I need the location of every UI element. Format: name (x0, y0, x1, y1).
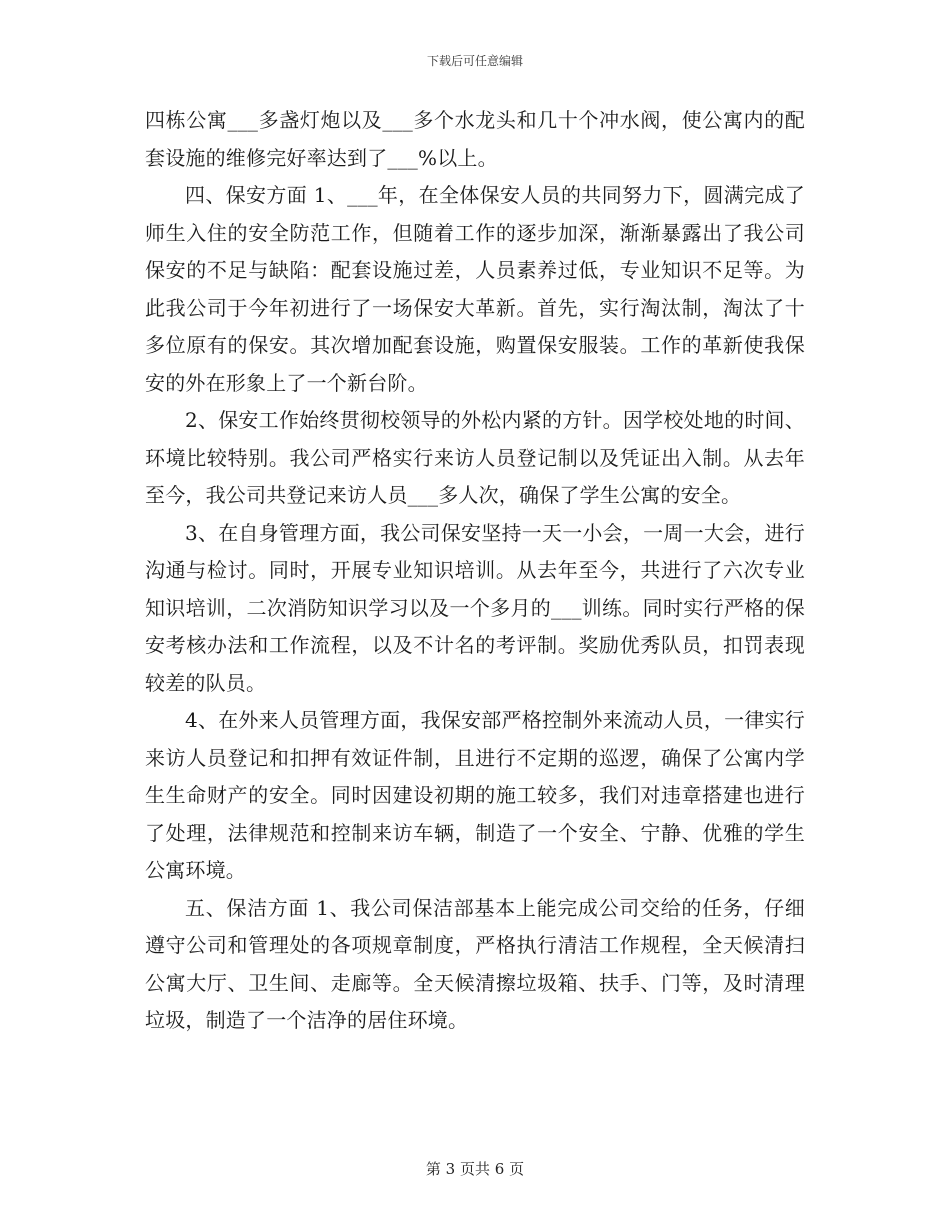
document-body (145, 102, 805, 1040)
paragraph-3: 2、保安工作始终贯彻校领导的外松内紧的方针。因学校处地的时间、环境比较特别。我公司严格实行来访人员登记制以及凭证出入制。从去年至今，我公司共登记来访人员___多人次，确保了学生公寓的安全。 (145, 408, 805, 507)
paragraph-5: 4、在外来人员管理方面，我保安部严格控制外来流动人员，一律实行来访人员登记和扣押有效证件制，且进行不定期的巡逻，确保了公寓内学生生命财产的安全。同时因建设初期的施工较多，我们对违章搭建也进行了处理，法律规范和控制来访车辆，制造了一个安全、宁静、优雅的学生公寓环境。 (145, 708, 805, 882)
paragraph-4: 3、在自身管理方面，我公司保安坚持一天一小会，一周一大会，进行沟通与检讨。同时，开展专业知识培训。从去年至今，共进行了六次专业知识培训，二次消防知识学习以及一个多月的___训练。同时实行严格的保安考核办法和工作流程，以及不计名的考评制。奖励优秀队员，扣罚表现较差的队员。 (145, 520, 805, 695)
page-footer: 第 3 页共 6 页 (425, 1160, 525, 1178)
page-header: 下载后可任意编辑 (426, 54, 523, 68)
paragraph-6: 五、保洁方面 1、我公司保洁部基本上能完成公司交给的任务，仔细遵守公司和管理处的各项规章制度，严格执行清洁工作规程，全天候清扫公寓大厅、卫生间、走廊等。全天候清擦垃圾箱、扶手、门等，及时清理垃圾，制造了一个洁净的居住环境。 (145, 895, 805, 1032)
paragraph-2: 四、保安方面 1、___年，在全体保安人员的共同努力下，圆满完成了师生入住的安全防范工作，但随着工作的逐步加深，渐渐暴露出了我公司保安的不足与缺陷：配套设施过差，人员素养过低，专业知识不足等。为此我公司于今年初进行了一场保安大革新。首先，实行淘汰制，淘汰了十多位原有的保安。其次增加配套设施，购置保安服装。工作的革新使我保安的外在形象上了一个新台阶。 (145, 183, 805, 395)
paragraph-1: 四栋公寓___多盏灯炮以及___多个水龙头和几十个冲水阀，使公寓内的配套设施的维修完好率达到了___%以上。 (145, 108, 805, 170)
